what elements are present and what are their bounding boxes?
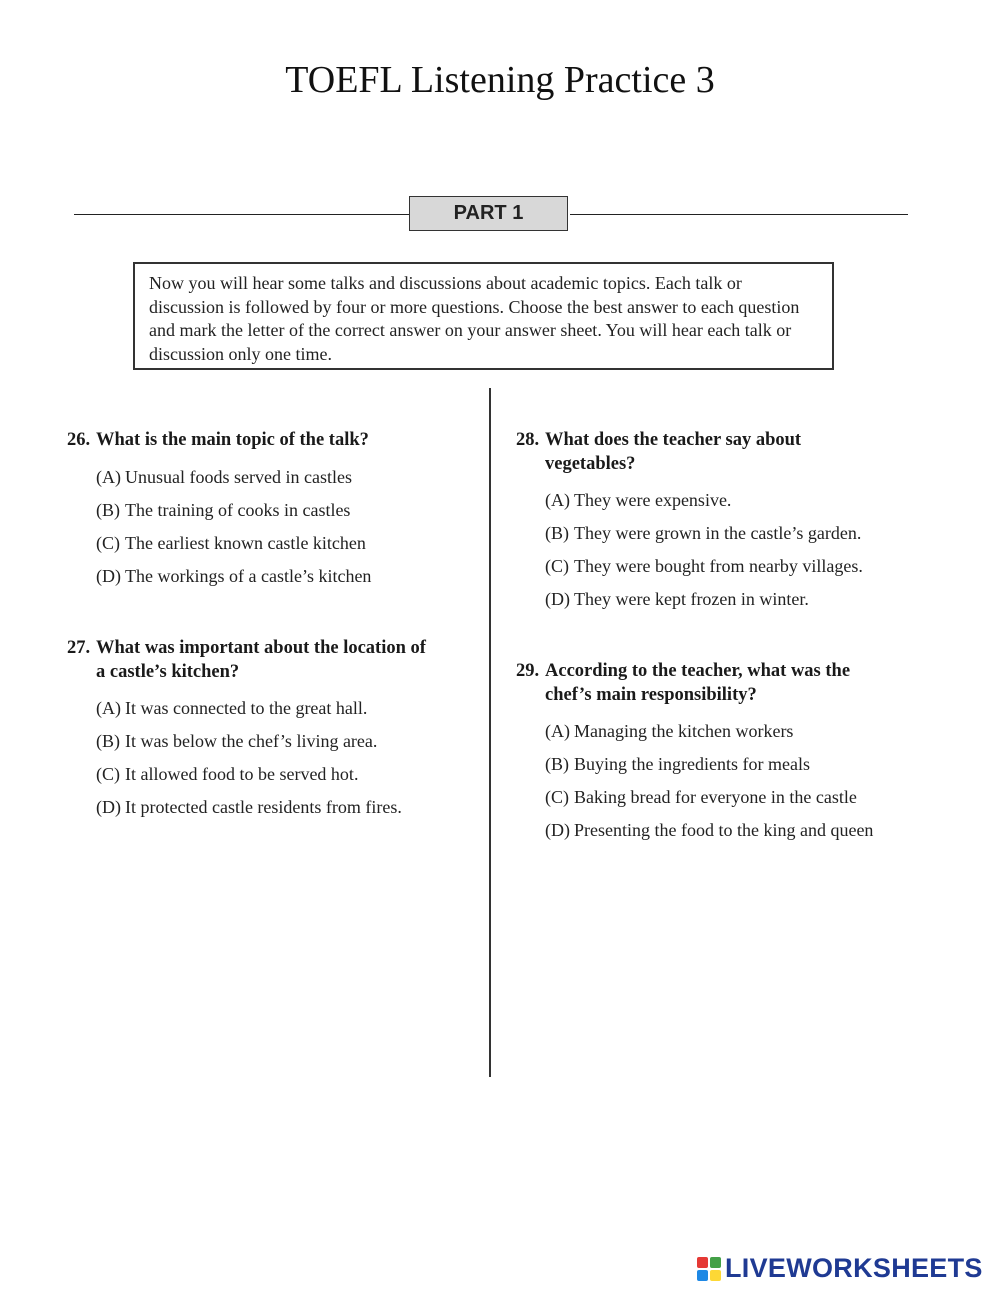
option-c[interactable] xyxy=(545,781,896,814)
option-letter: (B) xyxy=(545,754,569,774)
option-a[interactable] xyxy=(545,715,896,748)
options-list xyxy=(67,461,457,593)
question-text xyxy=(67,637,437,684)
option-text: The workings of a castle’s kitchen xyxy=(125,565,372,586)
option-text: It was connected to the great hall. xyxy=(125,698,368,718)
option-letter: (A) xyxy=(96,466,121,487)
question-text xyxy=(516,660,896,707)
option-text: Unusual foods served in castles xyxy=(125,466,352,487)
option-text: It allowed food to be served hot. xyxy=(125,764,359,784)
option-text: Buying the ingredients for meals xyxy=(574,754,810,774)
part-label: PART 1 xyxy=(409,196,568,231)
option-text: Baking bread for everyone in the castle xyxy=(574,787,857,807)
option-text: Managing the kitchen workers xyxy=(574,721,794,741)
divider-line-right xyxy=(570,214,908,215)
question-prompt: What does the teacher say about vegetables? xyxy=(545,430,802,474)
option-text: It protected castle residents from fires. xyxy=(125,797,402,817)
question-text xyxy=(516,429,846,476)
option-letter: (A) xyxy=(96,698,121,718)
option-letter: (C) xyxy=(96,764,120,784)
option-c[interactable] xyxy=(96,527,457,560)
option-letter: (A) xyxy=(545,490,570,510)
option-b[interactable] xyxy=(545,748,896,781)
option-letter: (B) xyxy=(545,523,569,543)
logo-block xyxy=(697,1257,708,1268)
option-d[interactable] xyxy=(96,560,457,593)
question-26 xyxy=(67,429,457,593)
question-number: 28. xyxy=(516,430,540,450)
option-text: They were bought from nearby villages. xyxy=(574,556,863,576)
question-number: 27. xyxy=(67,638,91,658)
option-c[interactable] xyxy=(96,758,437,791)
question-prompt: What was important about the location of a castle’s kitchen? xyxy=(96,638,426,682)
instructions-box: Now you will hear some talks and discussions about academic topics. Each talk or discussion is followed by four or more questions. Choose the best answer to each question and mark the letter of the correct answer on your answer sheet. You will hear each talk or discussion only one time. xyxy=(133,262,834,370)
option-a[interactable] xyxy=(96,461,457,494)
option-b[interactable] xyxy=(96,494,457,527)
option-b[interactable] xyxy=(96,725,437,758)
page-title: TOEFL Listening Practice 3 xyxy=(285,59,715,101)
question-27 xyxy=(67,637,437,824)
option-b[interactable] xyxy=(545,517,862,550)
divider-line-left xyxy=(74,214,410,215)
option-d[interactable] xyxy=(96,791,437,824)
option-d[interactable] xyxy=(545,814,896,847)
logo-block xyxy=(710,1257,721,1268)
option-c[interactable] xyxy=(545,550,863,583)
option-text: They were grown in the castle’s garden. xyxy=(574,523,862,543)
option-letter: (B) xyxy=(96,731,120,751)
question-28 xyxy=(516,429,863,616)
logo-blocks-icon xyxy=(697,1257,721,1281)
column-divider xyxy=(489,388,491,1077)
question-text xyxy=(67,429,457,453)
option-d[interactable] xyxy=(545,583,846,616)
option-letter: (A) xyxy=(545,721,570,741)
options-list xyxy=(516,484,863,616)
logo-text: LIVEWORKSHEETS xyxy=(725,1253,983,1283)
option-text: It was below the chef’s living area. xyxy=(125,731,378,751)
option-text: They were expensive. xyxy=(574,490,732,510)
option-letter: (D) xyxy=(96,565,121,586)
logo-block xyxy=(697,1270,708,1281)
option-text: The training of cooks in castles xyxy=(125,499,351,520)
option-text: The earliest known castle kitchen xyxy=(125,532,366,553)
option-letter: (B) xyxy=(96,499,120,520)
question-29 xyxy=(516,660,896,847)
question-prompt: According to the teacher, what was the chef’s main responsibility? xyxy=(545,661,851,705)
option-a[interactable] xyxy=(545,484,846,517)
option-letter: (C) xyxy=(545,556,569,576)
options-list xyxy=(516,715,896,847)
option-letter: (D) xyxy=(545,589,570,609)
option-letter: (D) xyxy=(545,820,570,840)
option-letter: (D) xyxy=(96,797,121,817)
options-list xyxy=(67,692,437,824)
option-text: They were kept frozen in winter. xyxy=(574,589,809,609)
logo-block xyxy=(710,1270,721,1281)
option-a[interactable] xyxy=(96,692,437,725)
question-number: 29. xyxy=(516,661,540,681)
liveworksheets-logo[interactable] xyxy=(697,1253,983,1284)
question-number: 26. xyxy=(67,430,91,450)
question-prompt: What is the main topic of the talk? xyxy=(96,430,369,450)
option-letter: (C) xyxy=(96,532,120,553)
option-text: Presenting the food to the king and queen xyxy=(574,820,874,840)
option-letter: (C) xyxy=(545,787,569,807)
